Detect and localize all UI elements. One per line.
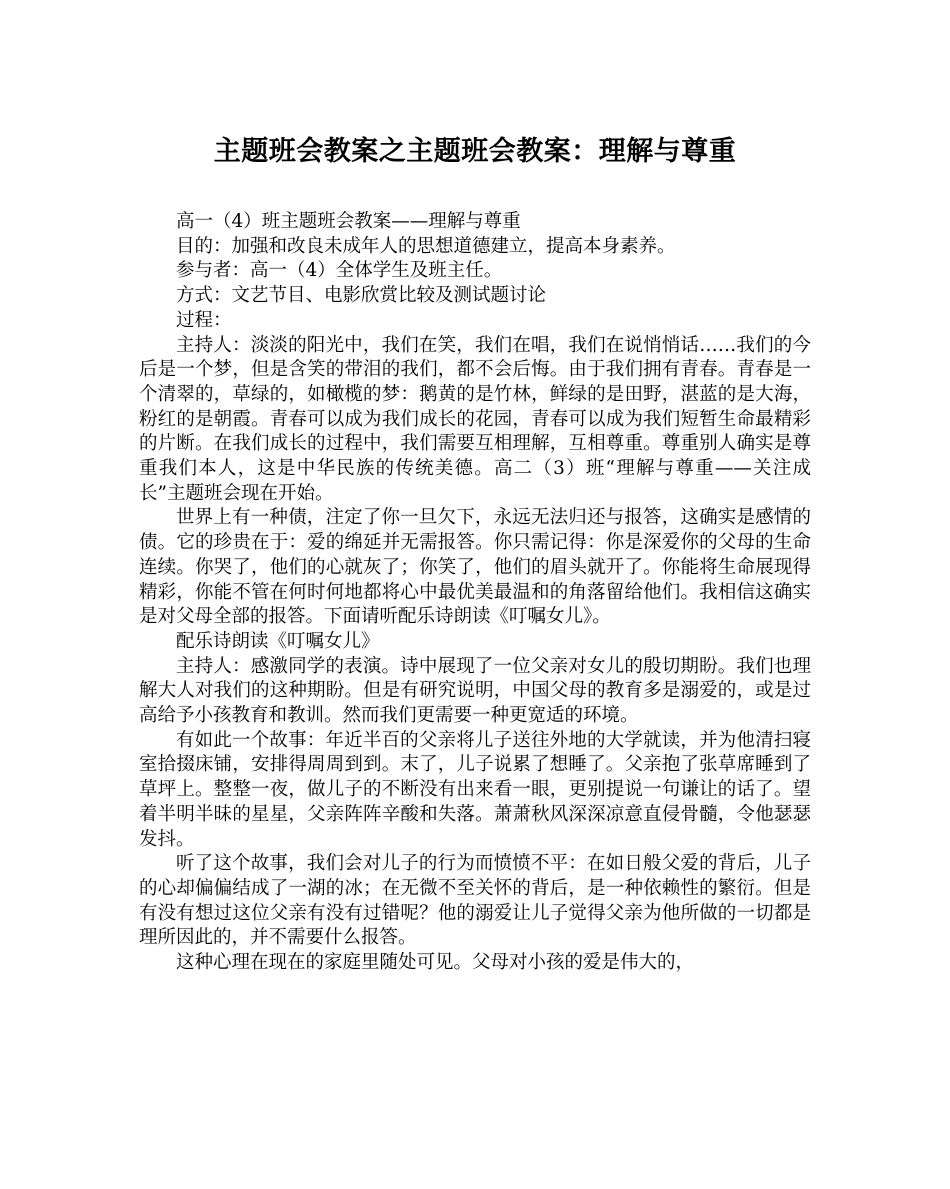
host-thanks-paragraph: 主持人：感激同学的表演。诗中展现了一位父亲对女儿的殷切期盼。我们也理解大人对我们的这种期盼。但是有研究说明，中国父母的教育多是溺爱的，或是过高给予小孩教育和教训。然而我们更需要一种更宽适的环境。 <box>139 655 811 727</box>
format-paragraph: 方式：文艺节目、电影欣赏比较及测试题讨论 <box>176 285 547 307</box>
closing-paragraph: 这种心理在现在的家庭里随处可见。父母对小孩的爱是伟大的， <box>176 952 695 974</box>
story-paragraph: 有如此一个故事：年近半百的父亲将儿子送往外地的大学就读，并为他清扫寝室拾掇床铺，安排得周周到到。末了，儿子说累了想睡了。父亲抱了张草席睡到了草坪上。整整一夜，做儿子的不断没有出来看一眼，更别提说一句谦让的话了。望着半明半昧的星星，父亲阵阵辛酸和失落。萧萧秋风深深凉意直侵骨髓，令他瑟瑟发抖。 <box>139 729 811 850</box>
process-label-paragraph: 过程： <box>176 309 232 331</box>
document-title: 主题班会教案之主题班会教案：理解与尊重 <box>213 136 737 167</box>
purpose-paragraph: 目的：加强和改良未成年人的思想道德建立，提高本身素养。 <box>176 235 676 257</box>
participants-paragraph: 参与者：高一（4）全体学生及班主任。 <box>176 260 503 282</box>
class-heading-paragraph: 高一（4）班主题班会教案——理解与尊重 <box>176 211 521 232</box>
host-opening-paragraph: 主持人：淡淡的阳光中，我们在笑，我们在唱，我们在说悄悄话……我们的今后是一个梦，但是含笑的带泪的我们，都不会后悔。由于我们拥有青春。青春是一个清翠的，草绿的，如橄榄的梦：鹅黄的是竹林，鲜绿的是田野，湛蓝的是大海，粉红的是朝霞。青春可以成为我们成长的花园，青春可以成为我们短暂生命最精彩的片断。在我们成长的过程中，我们需要互相理解，互相尊重。尊重别人确实是尊重我们本人，这是中华民族的传统美德。高二（3）班“理解与尊重——关注成长”主题班会现在开始。 <box>139 334 811 504</box>
poem-reading-paragraph: 配乐诗朗读《叮嘱女儿》 <box>176 630 380 652</box>
debt-of-love-paragraph: 世界上有一种债，注定了你一旦欠下，永远无法归还与报答，这确实是感情的债。它的珍贵在于：爱的绵延并无需报答。你只需记得：你是深爱你的父母的生命连续。你哭了，他们的心就灰了；你笑了，他们的眉头就开了。你能将生命展现得精彩，你能不管在何时何地都将心中最优美最温和的角落留给他们。我相信这确实是对父母全部的报答。下面请听配乐诗朗读《叮嘱女儿》。 <box>139 507 811 628</box>
story-reflection-paragraph: 听了这个故事，我们会对儿子的行为而愤愤不平：在如日般父爱的背后，儿子的心却偏偏结成了一湖的冰；在无微不至关怀的背后，是一种依赖性的繁衍。但是有没有想过这位父亲有没有过错呢？他的溺爱让儿子觉得父亲为他所做的一切都是理所因此的，并不需要什么报答。 <box>139 853 811 949</box>
document-body <box>139 210 811 976</box>
